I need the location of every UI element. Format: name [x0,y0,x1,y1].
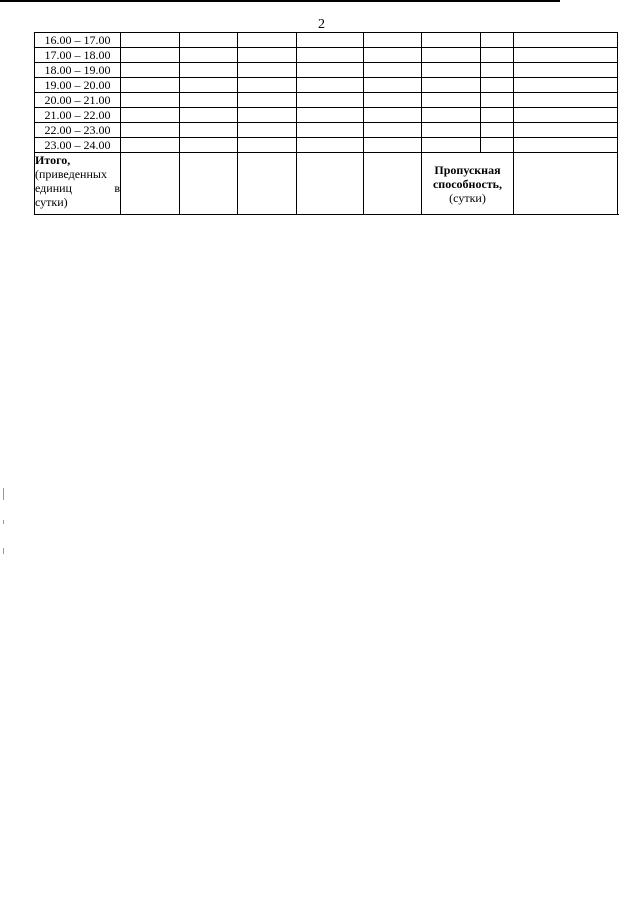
value-cell [481,138,514,153]
value-cell [514,108,618,123]
value-cell [297,33,364,48]
total-label-line3-row [35,181,120,195]
table-row [35,33,618,48]
time-slot-cell: 18.00 – 19.00 [35,63,121,78]
value-cell [422,48,481,63]
value-cell [364,123,422,138]
value-cell [238,78,297,93]
value-cell [180,63,238,78]
time-slot-cell: 21.00 – 22.00 [35,108,121,123]
total-value-cell [238,153,297,215]
value-cell [364,48,422,63]
value-cell [180,138,238,153]
value-cell [297,63,364,78]
table-row [35,48,618,63]
value-cell [180,33,238,48]
value-cell [121,123,180,138]
value-cell [238,108,297,123]
total-label-line2-row [35,167,120,181]
value-cell [422,93,481,108]
capacity-label-line1: Пропускная [434,162,501,177]
time-slot-cell: 22.00 – 23.00 [35,123,121,138]
value-cell [514,78,618,93]
value-cell [514,48,618,63]
value-cell [514,93,618,108]
table-row [35,63,618,78]
table-row [35,93,618,108]
value-cell [364,93,422,108]
value-cell [297,138,364,153]
traffic-table [34,32,618,215]
total-label-line3-end: в [114,181,120,195]
table-row [35,123,618,138]
total-label-line3-word: единиц [35,181,72,195]
value-cell [514,63,618,78]
total-label-line4-row [35,195,120,209]
value-cell [121,108,180,123]
value-cell [364,78,422,93]
value-cell [180,123,238,138]
value-cell [121,63,180,78]
value-cell [121,138,180,153]
value-cell [180,108,238,123]
binding-mark [3,520,4,524]
value-cell [238,33,297,48]
value-cell [364,63,422,78]
value-cell [297,78,364,93]
value-cell [481,78,514,93]
value-cell [121,93,180,108]
total-value-cell [180,153,238,215]
value-cell [422,138,481,153]
time-slot-cell: 23.00 – 24.00 [35,138,121,153]
value-cell [121,48,180,63]
value-cell [180,93,238,108]
value-cell [481,48,514,63]
value-cell [238,63,297,78]
value-cell [121,33,180,48]
value-cell [514,123,618,138]
value-cell [422,123,481,138]
value-cell [422,78,481,93]
value-cell [422,33,481,48]
value-cell [481,108,514,123]
binding-mark [3,548,4,554]
table-row [35,78,618,93]
top-edge-rule [0,0,560,2]
value-cell [180,48,238,63]
value-cell [364,138,422,153]
time-slot-cell: 17.00 – 18.00 [35,48,121,63]
value-cell [514,33,618,48]
total-label-line2: (приведенных [35,167,107,181]
value-cell [180,78,238,93]
value-cell [238,48,297,63]
value-cell [422,63,481,78]
capacity-label-line3: (сутки) [449,190,486,205]
total-row [35,153,618,215]
value-cell [481,33,514,48]
total-value-cell [121,153,180,215]
table-row [35,108,618,123]
total-label-line4: сутки) [35,195,68,209]
hour-rows [35,33,618,153]
value-cell [297,108,364,123]
value-cell [238,123,297,138]
value-cell [481,123,514,138]
total-label-cell [35,153,121,215]
table-row [35,138,618,153]
capacity-label-cell [422,153,514,215]
value-cell [297,48,364,63]
capacity-value-cell [514,153,618,215]
time-slot-cell: 19.00 – 20.00 [35,78,121,93]
page-number: 2 [318,17,325,32]
value-cell [297,93,364,108]
value-cell [297,123,364,138]
value-cell [364,33,422,48]
value-cell [422,108,481,123]
value-cell [481,93,514,108]
value-cell [121,78,180,93]
value-cell [514,138,618,153]
total-value-cell [364,153,422,215]
value-cell [238,138,297,153]
binding-mark [3,488,4,500]
time-slot-cell: 20.00 – 21.00 [35,93,121,108]
total-value-cell [297,153,364,215]
value-cell [481,63,514,78]
total-label-line1: Итого, [35,153,71,167]
capacity-label-line2: способность, [432,176,503,191]
time-slot-cell: 16.00 – 17.00 [35,33,121,48]
value-cell [238,93,297,108]
value-cell [364,108,422,123]
